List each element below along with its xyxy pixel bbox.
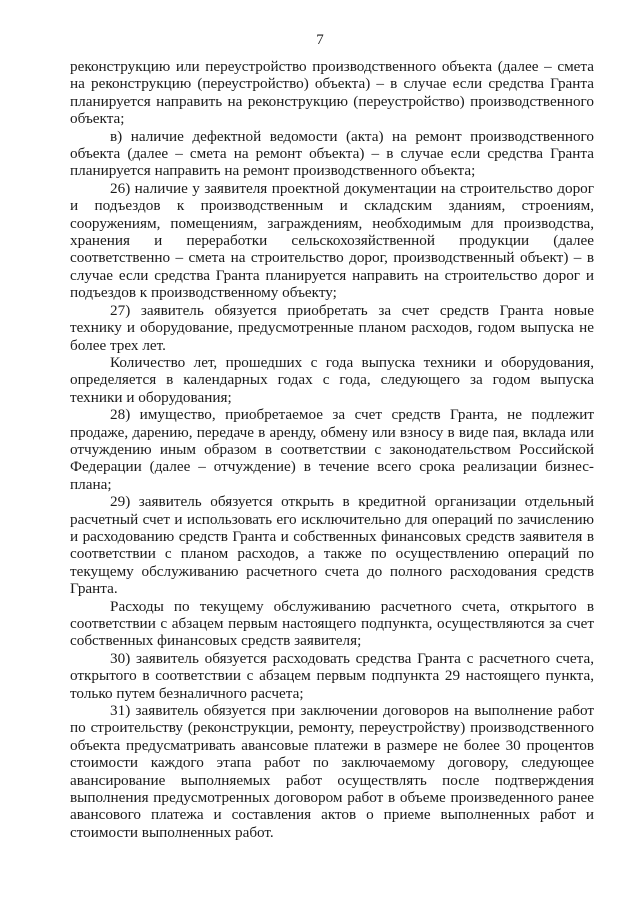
paragraph: 29) заявитель обязуется открыть в кредитной организации отдельный расчетный счет и использовать его исключительно для операций по зачислению и расходованию средств Гранта и собственных финансовых средств заявителя в соответствии с планом расходов, а также по осуществлению операций по текущему обслуживанию расчетного счета до полного расходования средств Гранта. <box>70 493 594 598</box>
paragraph: Количество лет, прошедших с года выпуска техники и оборудования, определяется в календарных годах с года, следующего за годом выпуска техники и оборудования; <box>70 353 594 406</box>
paragraph: 31) заявитель обязуется при заключении договоров на выполнение работ по строительству (реконструкции, ремонту, переустройству) производственного объекта предусматривать авансовые платежи в размере не более 30 процентов стоимости каждого этапа работ по заключаемому договору, следующее авансирование выполняемых работ осуществлять после подтверждения выполнения предусмотренных договором работ в объеме произведенного ранее авансового платежа и составления актов о приеме выполненных работ и стоимости выполненных работ. <box>70 702 594 841</box>
document-body <box>70 58 594 841</box>
paragraph: в) наличие дефектной ведомости (акта) на ремонт производственного объекта (далее – смета на ремонт объекта) – в случае если средства Гранта планируется направить на ремонт производственного объекта; <box>70 127 594 180</box>
paragraph: 27) заявитель обязуется приобретать за счет средств Гранта новые технику и оборудование, предусмотренные планом расходов, годом выпуска не более трех лет. <box>70 301 594 354</box>
paragraph: реконструкцию или переустройство производственного объекта (далее – смета на реконструкцию (переустройство) объекта) – в случае если средства Гранта планируется направить на реконструкцию (переустройство) производственного объекта; <box>70 58 594 128</box>
paragraph: Расходы по текущему обслуживанию расчетного счета, открытого в соответствии с абзацем первым настоящего подпункта, осуществляются за счет собственных финансовых средств заявителя; <box>70 597 594 650</box>
page-number: 7 <box>316 32 324 48</box>
paragraph: 26) наличие у заявителя проектной документации на строительство дорог и подъездов к производственным и складским зданиям, строениям, сооружениям, помещениям, заграждениям, необходимым для производства, хранения и переработки сельскохозяйственной продукции (далее соответственно – смета на строительство дорог, производственный объект) – в случае если средства Гранта планируется направить на строительство дорог и подъездов к производственному объекту; <box>70 179 594 302</box>
paragraph: 30) заявитель обязуется расходовать средства Гранта с расчетного счета, открытого в соответствии с абзацем первым подпункта 29 настоящего пункта, только путем безналичного расчета; <box>70 649 594 702</box>
paragraph: 28) имущество, приобретаемое за счет средств Гранта, не подлежит продаже, дарению, передаче в аренду, обмену или взносу в виде пая, вклада или отчуждению иным образом в соответствии с законодательством Российской Федерации (далее – отчуждение) в течение всего срока реализации бизнес-плана; <box>70 406 594 493</box>
